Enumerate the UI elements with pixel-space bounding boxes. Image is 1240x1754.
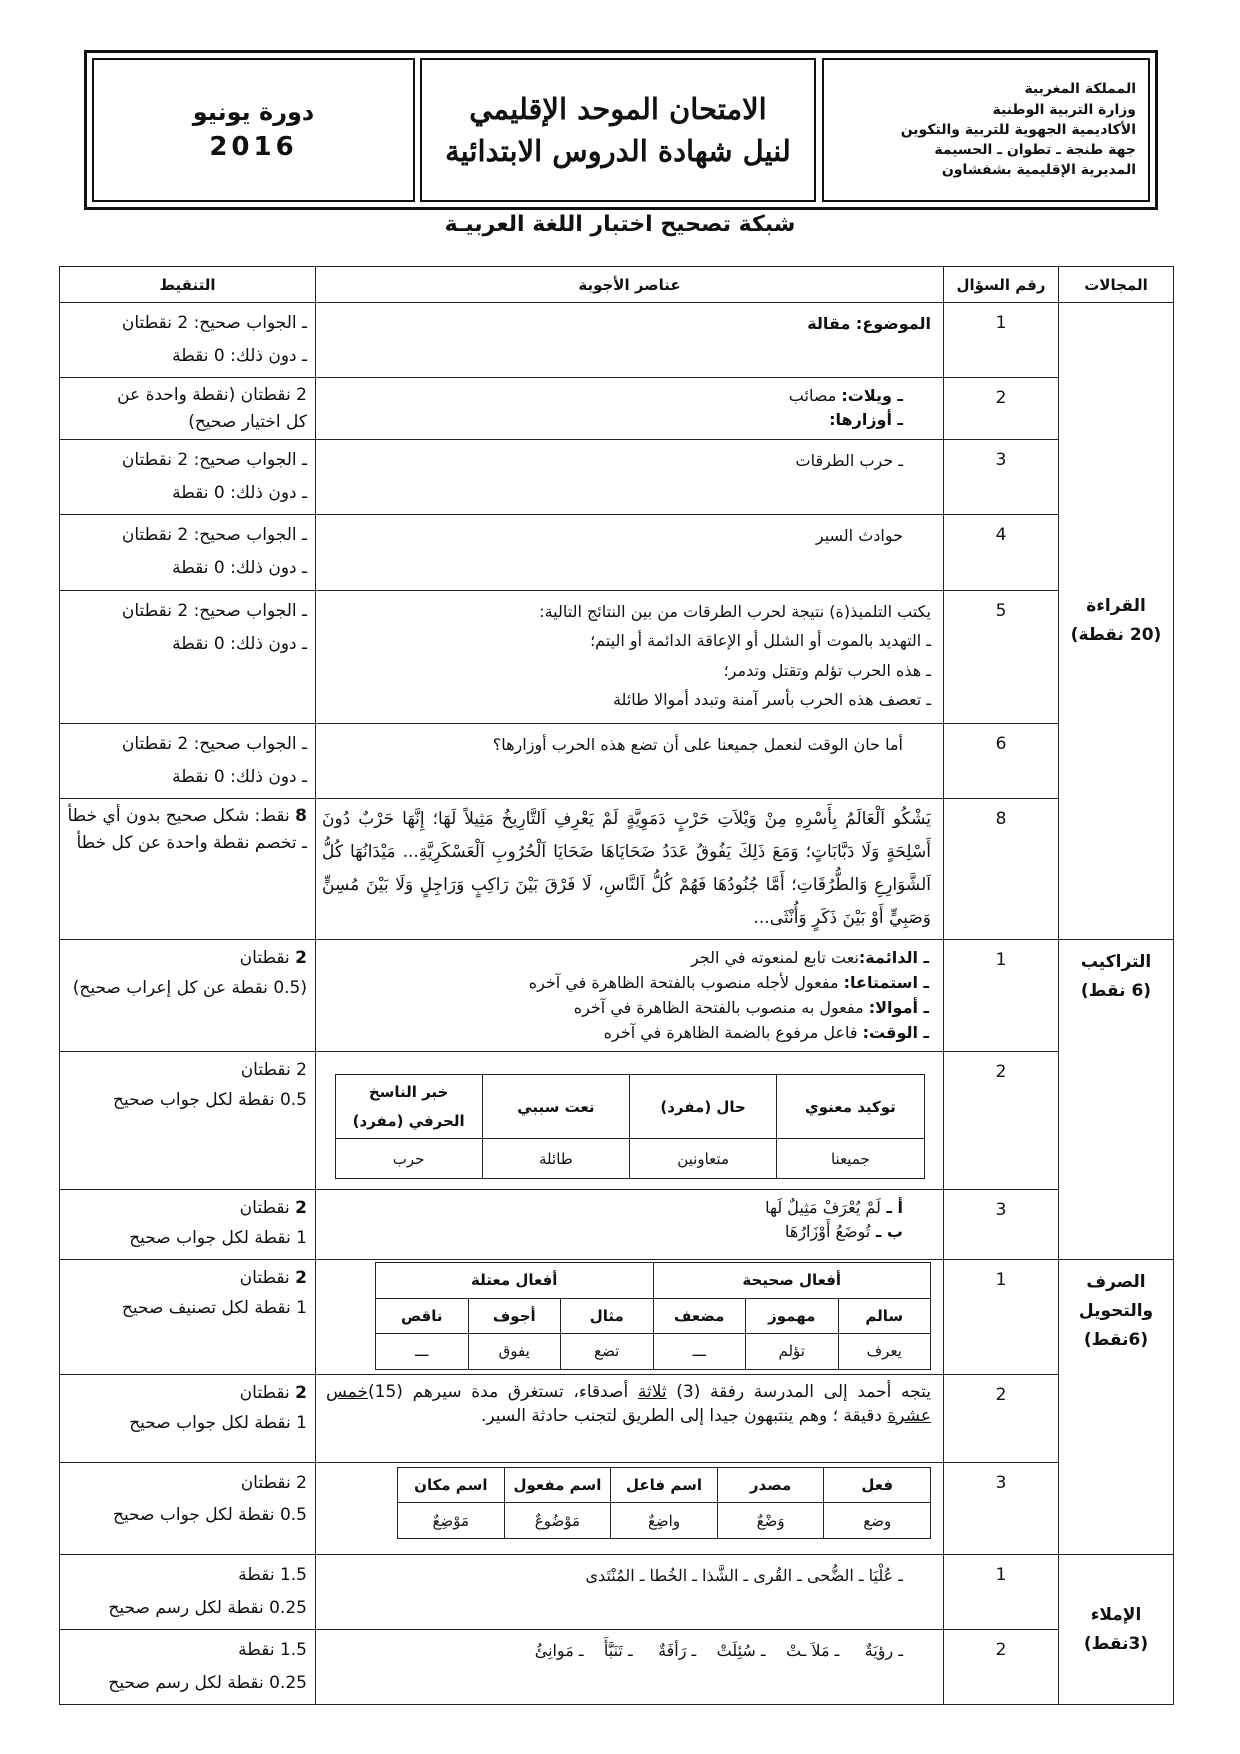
table-cell: طائلة bbox=[482, 1139, 629, 1179]
table-row bbox=[60, 940, 1174, 1052]
score-line: ـ دون ذلك: 0 نقطة bbox=[172, 766, 307, 787]
score-line: 1 نقطة لكل جواب صحيح bbox=[129, 1228, 307, 1249]
score-line: كل اختيار صحيح) bbox=[188, 411, 307, 432]
domain-morphology bbox=[1059, 1260, 1174, 1555]
question-number: 2 bbox=[944, 1630, 1059, 1705]
answer-label: ـ أموالا: bbox=[868, 997, 929, 1017]
question-number: 2 bbox=[944, 1052, 1059, 1190]
domain-points: (6نقط) bbox=[1083, 1330, 1149, 1351]
score-line: نقطتان bbox=[239, 948, 296, 969]
score-line: ـ الجواب صحيح: 2 نقطتان bbox=[121, 733, 307, 754]
table-header: اسم مفعول bbox=[504, 1467, 611, 1503]
table-row bbox=[60, 378, 1174, 440]
answer-text: مقالة bbox=[807, 314, 856, 333]
table-header: نعت سببي bbox=[482, 1075, 629, 1139]
domain-name: القراءة bbox=[1086, 596, 1146, 617]
answer-cell bbox=[316, 1260, 944, 1375]
score-line: 0.5 نقطة لكل جواب صحيح bbox=[112, 1090, 307, 1111]
answer-line: ـ هذه الحرب تؤلم وتقتل وتدمر؛ bbox=[723, 660, 931, 680]
table-row bbox=[60, 1260, 1174, 1375]
score-cell bbox=[60, 378, 316, 440]
score-line: ـ دون ذلك: 0 نقطة bbox=[172, 483, 307, 504]
score-points: 2 bbox=[295, 1198, 307, 1219]
table-row bbox=[60, 303, 1174, 378]
answer-label: ـ الوقت: bbox=[862, 1022, 929, 1042]
correction-table bbox=[59, 266, 1174, 1705]
number-in-words: ثلاثة bbox=[637, 1381, 667, 1402]
admin-line: جهة طنجة ـ تطوان ـ الحسيمة bbox=[934, 142, 1136, 159]
question-number: 2 bbox=[944, 378, 1059, 440]
table-row bbox=[60, 1052, 1174, 1190]
score-cell bbox=[60, 723, 316, 798]
table-header: سالم bbox=[838, 1298, 931, 1334]
score-line: 2 نقطتان (نقطة واحدة عن bbox=[117, 385, 307, 406]
answer-label: ـ الدائمة: bbox=[858, 948, 929, 968]
question-number: 8 bbox=[944, 798, 1059, 940]
answer-cell: ـ حرب الطرقات bbox=[316, 439, 944, 514]
answer-cell: حوادث السير bbox=[316, 515, 944, 590]
score-cell bbox=[60, 1374, 316, 1462]
admin-line: الأكاديمية الجهوية للتربية والتكوين bbox=[900, 121, 1136, 138]
score-points: 2 bbox=[295, 948, 307, 969]
question-number: 5 bbox=[944, 590, 1059, 723]
score-line: نقطتان bbox=[239, 1268, 296, 1289]
question-number: 1 bbox=[944, 940, 1059, 1052]
table-header: أجوف bbox=[468, 1298, 561, 1334]
score-line: نقط: شكل صحيح بدون أي خطأ bbox=[67, 805, 296, 826]
col-score-header: التنقيط bbox=[60, 267, 316, 303]
score-line: ـ تخصم نقطة واحدة عن كل خطأ bbox=[76, 833, 307, 853]
table-header: حال (مفرد) bbox=[630, 1075, 777, 1139]
exam-title-line1: الامتحان الموحد الإقليمي bbox=[469, 91, 767, 126]
answer-text: تُوضَعُ أَوْزَارُهَا bbox=[785, 1222, 871, 1242]
score-line: ـ دون ذلك: 0 نقطة bbox=[172, 633, 307, 654]
domain-dictation bbox=[1059, 1554, 1174, 1705]
session-title: دورة يونيو bbox=[192, 98, 315, 126]
col-qnum-header: رقم السؤال bbox=[944, 267, 1059, 303]
table-cell: تضع bbox=[561, 1334, 654, 1370]
domain-name: الصرف والتحويل bbox=[1078, 1272, 1154, 1322]
session-year: 2016 bbox=[209, 132, 298, 162]
table-cell: مَوْضِعٌ bbox=[398, 1503, 505, 1539]
table-row bbox=[60, 1554, 1174, 1629]
exam-title-line2: لنيل شهادة الدروس الابتدائية bbox=[445, 134, 791, 168]
domain-name: التراكيب bbox=[1080, 952, 1152, 973]
domain-name: الإملاء bbox=[1090, 1604, 1142, 1625]
table-header: اسم فاعل bbox=[611, 1467, 718, 1503]
score-line: نقطتان bbox=[239, 1382, 296, 1403]
answer-label: ب ـ bbox=[870, 1222, 903, 1242]
answer-cell bbox=[316, 590, 944, 723]
table-row bbox=[60, 1630, 1174, 1705]
score-cell bbox=[60, 1260, 316, 1375]
table-cell: يعرف bbox=[838, 1334, 931, 1370]
answer-label: أ ـ bbox=[880, 1198, 903, 1218]
table-header: مثال bbox=[561, 1298, 654, 1334]
administration-box bbox=[822, 58, 1150, 202]
table-row bbox=[60, 1462, 1174, 1554]
table-cell: حرب bbox=[335, 1139, 482, 1179]
syntax-table bbox=[335, 1074, 925, 1179]
answer-text: دقيقة ؛ وهم ينتبهون جيدا إلى الطريق لتجنب حادثة السير. bbox=[481, 1405, 888, 1426]
answer-cell bbox=[316, 1374, 944, 1462]
question-number: 1 bbox=[944, 1260, 1059, 1375]
exam-title-box bbox=[420, 58, 816, 202]
score-cell bbox=[60, 1462, 316, 1554]
score-line: ـ الجواب صحيح: 2 نقطتان bbox=[121, 525, 307, 546]
number-in-words: خمس عشرة bbox=[326, 1381, 931, 1426]
table-header: اسم مكان bbox=[398, 1467, 505, 1503]
score-line: 1 نقطة لكل جواب صحيح bbox=[129, 1412, 307, 1433]
score-cell bbox=[60, 940, 316, 1052]
score-line: ـ دون ذلك: 0 نقطة bbox=[172, 558, 307, 579]
answer-text: نعت تابع لمنعوته في الجر bbox=[690, 948, 859, 968]
table-row bbox=[60, 1190, 1174, 1260]
question-number: 4 bbox=[944, 515, 1059, 590]
table-row bbox=[60, 723, 1174, 798]
vocalized-passage: يَشْكُو اَلْعَالَمُ بِأَسْرِهِ مِنْ وَيْلاَتِ حَرْبٍ دَمَوِيَّةٍ لَمْ يَعْرِفِ اَلتَّارِيخُ مَثِيلاً لَهَا؛ إِنَّهَا حَرْبٌ دُونَ أَسْلِحَةٍ وَلَا دَبَّابَاتٍ؛ وَمَعَ ذَلِكَ يَفُوقُ عَدَدُ ضَحَايَاهَا ضَحَايَا اَلْحُرُوبِ اَلْعَسْكَرِيَّةِ... مَيْدَانُهَا كُلُّ اَلشَّوَارِعِ وَالطُّرُقَاتِ؛ أَمَّا جُنُودُهَا فَهُمْ كُلُّ اَلنَّاسِ، لَا فَرْقَ بَيْنَ رَاكِبٍ وَرَاجِلٍ وَلَا بَيْنَ مُسِنٍّ وَصَبِيٍّ أَوْ بَيْنَ ذَكَرٍ وَأُنْثَى... bbox=[316, 798, 944, 940]
derivatives-table bbox=[397, 1467, 931, 1540]
table-row bbox=[60, 439, 1174, 514]
score-cell bbox=[60, 1052, 316, 1190]
answer-text: لَمْ يُعْرَفْ مَثِيلٌ لَها bbox=[765, 1198, 881, 1218]
answer-text: مفعول به منصوب بالفتحة الظاهرة في آخره bbox=[573, 997, 869, 1017]
domain-points: (3نقط) bbox=[1083, 1633, 1149, 1654]
domain-points: (20 نقطة) bbox=[1070, 625, 1162, 646]
table-row bbox=[60, 1374, 1174, 1462]
table-cell: وضع bbox=[824, 1503, 931, 1539]
score-line: 2 نقطتان bbox=[240, 1060, 307, 1081]
col-domain-header: المجالات bbox=[1059, 267, 1174, 303]
score-points: 2 bbox=[295, 1382, 307, 1403]
answer-cell bbox=[316, 378, 944, 440]
answer-cell bbox=[316, 1052, 944, 1190]
table-cell: مَوْضُوعٌ bbox=[504, 1503, 611, 1539]
question-number: 1 bbox=[944, 1554, 1059, 1629]
answer-cell bbox=[316, 303, 944, 378]
score-cell bbox=[60, 798, 316, 940]
table-cell: ـــ bbox=[376, 1334, 469, 1370]
answer-text: فاعل مرفوع بالضمة الظاهرة في آخره bbox=[603, 1022, 863, 1042]
answer-label: الموضوع: bbox=[855, 314, 931, 333]
answer-cell bbox=[316, 1462, 944, 1554]
domain-syntax bbox=[1059, 940, 1174, 1260]
question-number: 3 bbox=[944, 1462, 1059, 1554]
question-number: 6 bbox=[944, 723, 1059, 798]
score-cell bbox=[60, 590, 316, 723]
table-cell: واضِعٌ bbox=[611, 1503, 718, 1539]
table-header: توكيد معنوي bbox=[777, 1075, 924, 1139]
score-line: ـ الجواب صحيح: 2 نقطتان bbox=[121, 600, 307, 621]
answer-text: مفعول لأجله منصوب بالفتحة الظاهرة في آخره bbox=[528, 973, 844, 993]
col-answers-header: عناصر الأجوبة bbox=[316, 267, 944, 303]
admin-line: المملكة المغربية bbox=[1024, 81, 1136, 98]
table-row bbox=[60, 798, 1174, 940]
score-cell bbox=[60, 1190, 316, 1260]
answer-label: ـ ويلات: bbox=[841, 386, 903, 406]
admin-line: وزارة التربية الوطنية bbox=[992, 101, 1136, 118]
answer-cell bbox=[316, 940, 944, 1052]
score-points: 8 bbox=[295, 805, 307, 826]
table-header: أفعال معتلة bbox=[376, 1263, 654, 1299]
score-line: ـ الجواب صحيح: 2 نقطتان bbox=[121, 313, 307, 333]
question-number: 3 bbox=[944, 1190, 1059, 1260]
table-cell: وَضْعٌ bbox=[717, 1503, 824, 1539]
table-header: ناقص bbox=[376, 1298, 469, 1334]
score-line: 1 نقطة لكل تصنيف صحيح bbox=[121, 1298, 307, 1319]
answer-cell: ـ رؤيَةٌ ـ مَلاَ ـتْ ـ سُئِلَتْ ـ رَأفَةٌ ـ تَنَبَّأَ ـ مَوانِئُ bbox=[316, 1630, 944, 1705]
answer-line: يكتب التلميذ(ة) نتيجة لحرب الطرقات من بين النتائج التالية: bbox=[539, 601, 931, 621]
answer-label: ـ أوزارها: bbox=[829, 410, 903, 430]
table-cell: جميعنا bbox=[777, 1139, 924, 1179]
score-cell bbox=[60, 515, 316, 590]
score-line: 1.5 نقطة bbox=[238, 1640, 307, 1661]
admin-line: المديرية الإقليمية بشفشاون bbox=[941, 162, 1136, 179]
answer-line: ـ تعصف هذه الحرب بأسر آمنة وتبدد أموالا طائلة bbox=[612, 690, 931, 710]
table-cell: متعاونين bbox=[630, 1139, 777, 1179]
answer-cell: أما حان الوقت لنعمل جميعنا على أن تضع هذه الحرب أوزارها؟ bbox=[316, 723, 944, 798]
table-header-row bbox=[60, 267, 1174, 303]
domain-points: (6 نقط) bbox=[1080, 981, 1152, 1002]
score-line: 0.5 نقطة لكل جواب صحيح bbox=[112, 1505, 307, 1526]
score-points: 2 bbox=[295, 1268, 307, 1289]
answer-cell: ـ عُلْيَا ـ الضُّحى ـ القُرى ـ الشَّذا ـ الخُطا ـ المُنْتَدى bbox=[316, 1554, 944, 1629]
table-header: مصدر bbox=[717, 1467, 824, 1503]
question-number: 3 bbox=[944, 439, 1059, 514]
table-header: مضعف bbox=[653, 1298, 746, 1334]
score-line: 1.5 نقطة bbox=[238, 1564, 307, 1585]
score-cell bbox=[60, 1554, 316, 1629]
score-cell bbox=[60, 1630, 316, 1705]
answer-line: ـ التهديد بالموت أو الشلل أو الإعاقة الدائمة أو اليتم؛ bbox=[590, 631, 931, 651]
table-header: أفعال صحيحة bbox=[653, 1263, 931, 1299]
question-number: 1 bbox=[944, 303, 1059, 378]
score-line: نقطتان bbox=[239, 1198, 296, 1219]
table-row bbox=[60, 590, 1174, 723]
answer-text: أصدقاء، تستغرق مدة سيرهم (15) bbox=[368, 1381, 638, 1402]
page-title: شبكة تصحيح اختبار اللغة العربيـة bbox=[444, 212, 796, 237]
answer-cell bbox=[316, 1190, 944, 1260]
table-cell: يفوق bbox=[468, 1334, 561, 1370]
score-line: 0.25 نقطة لكل رسم صحيح bbox=[108, 1673, 307, 1694]
question-number: 2 bbox=[944, 1374, 1059, 1462]
table-header: خبر الناسخ الحرفي (مفرد) bbox=[335, 1075, 482, 1139]
session-box bbox=[92, 58, 415, 202]
verb-classification-table bbox=[375, 1262, 931, 1370]
domain-reading bbox=[1059, 303, 1174, 940]
answer-label: ـ استمتاعا: bbox=[843, 973, 929, 993]
score-cell bbox=[60, 439, 316, 514]
score-line: ـ الجواب صحيح: 2 نقطتان bbox=[121, 449, 307, 470]
score-line: (0.5 نقطة عن كل إعراب صحيح) bbox=[72, 978, 307, 999]
score-cell bbox=[60, 303, 316, 378]
table-header: فعل bbox=[824, 1467, 931, 1503]
table-row bbox=[60, 515, 1174, 590]
answer-text: يتجه أحمد إلى المدرسة رفقة (3) bbox=[666, 1381, 931, 1402]
score-line: ـ دون ذلك: 0 نقطة bbox=[172, 346, 307, 367]
score-line: 0.25 نقطة لكل رسم صحيح bbox=[108, 1598, 307, 1619]
answer-text: مصائب bbox=[788, 386, 842, 406]
score-line: 2 نقطتان bbox=[240, 1472, 307, 1493]
table-cell: تؤلم bbox=[746, 1334, 839, 1370]
table-cell: ـــ bbox=[653, 1334, 746, 1370]
table-header: مهموز bbox=[746, 1298, 839, 1334]
